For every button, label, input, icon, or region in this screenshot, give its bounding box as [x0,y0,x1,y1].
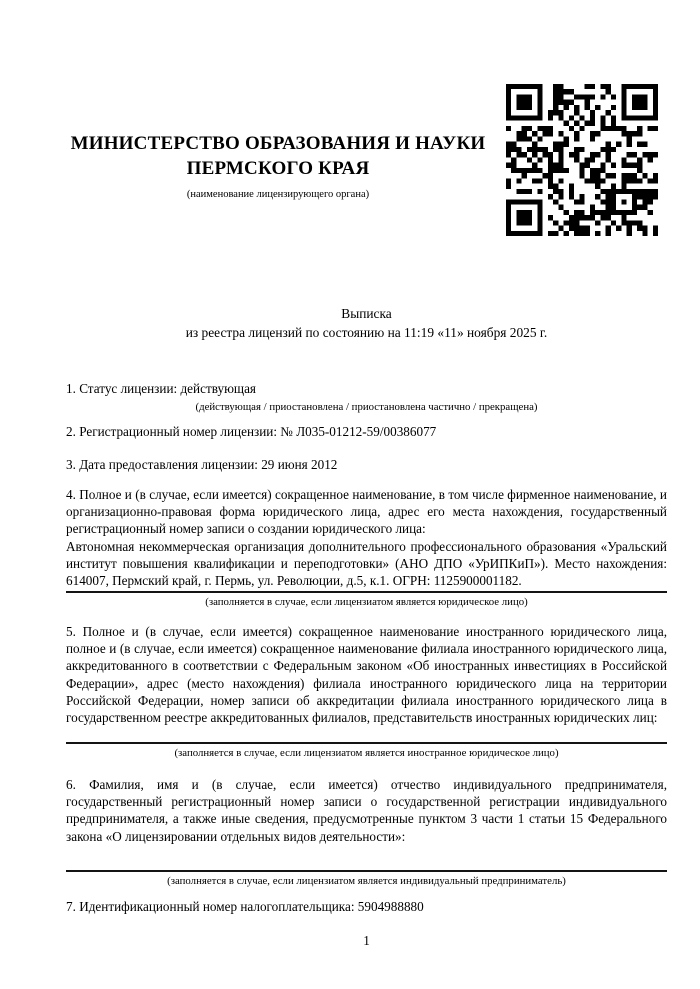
item-3-grant-date: 3. Дата предоставления лицензии: 29 июня 2012 [66,457,338,472]
item-7-taxpayer-number: 7. Идентификационный номер налогоплательщика: 5904988880 [66,899,424,914]
item-1-license-status: 1. Статус лицензии: действующая [66,381,257,396]
fill-in-line-entrepreneur [66,870,667,872]
ministry-caption: (наименование лицензирующего органа) [186,189,370,200]
item-5-foreign-entity-text: 5. Полное и (в случае, если имеется) сокращенное наименование иностранного юридического лица, полное и (в случае, если имеется) сокращенное наименование филиала иностранного юридического лица, аккредитованного в соответствии с Федеральным законом «Об иностранных инвестициях в Российской Федерации», адрес (место нахождения) филиала иностранного юридического лица на территории Российской Федерации, номер записи об аккредитации филиала иностранного юридического лица в государственном реестре аккредитованных филиалов, представительств иностранных юридических лиц: [66,624,667,726]
item-4-note: (заполняется в случае, если лицензиатом является юридическое лицо) [205,596,528,608]
extract-subtitle: из реестра лицензий по состоянию на 11:19 «11» ноября 2025 г. [185,325,548,340]
ministry-name-line1: МИНИСТЕРСТВО ОБРАЗОВАНИЯ И НАУКИ [70,133,486,154]
item-4-legal-entity-text: 4. Полное и (в случае, если имеется) сокращенное наименование, в том числе фирменное наименование, и организационно-правовая форма юридического лица, адрес его места нахождения, государственный регистрационный номер записи о создании юридического лица: [66,487,667,537]
qr-code-icon [506,84,658,236]
ministry-name-line2: ПЕРМСКОГО КРАЯ [186,158,370,179]
document-title [66,304,667,342]
qr-code [506,84,658,236]
extract-title: Выписка [341,306,392,321]
item-6-note: (заполняется в случае, если лицензиатом является индивидуальный предприниматель) [167,875,566,887]
item-2-registration-number: 2. Регистрационный номер лицензии: № Л035-01212-59/00386077 [66,424,437,439]
ministry-header [66,131,490,201]
item-4-legal-entity-value: Автономная некоммерческая организация дополнительного профессионального образования «Уральский институт повышения квалификации и переподготовки» (АНО ДПО «УрИПКиП»). Место нахождения: 614007, Пермский край, г. Пермь, ул. Революции, д.5, к.1. ОГРН: 1125900001182. [66,539,667,589]
fill-in-line-legal-entity [66,591,667,593]
item-6-entrepreneur-text: 6. Фамилия, имя и (в случае, если имеется) отчество индивидуального предпринимателя, государственный регистрационный номер записи о государственной регистрации индивидуального предпринимателя, а также иные сведения, предусмотренные пунктом 3 части 1 статьи 15 Федерального закона «О лицензировании отдельных видов деятельности»: [66,777,667,844]
item-5-note: (заполняется в случае, если лицензиатом является иностранное юридическое лицо) [174,747,559,759]
fill-in-line-foreign-entity [66,742,667,744]
item-1-note: (действующая / приостановлена / приостановлена частично / прекращена) [195,401,538,413]
page-number: 1 [363,933,370,948]
